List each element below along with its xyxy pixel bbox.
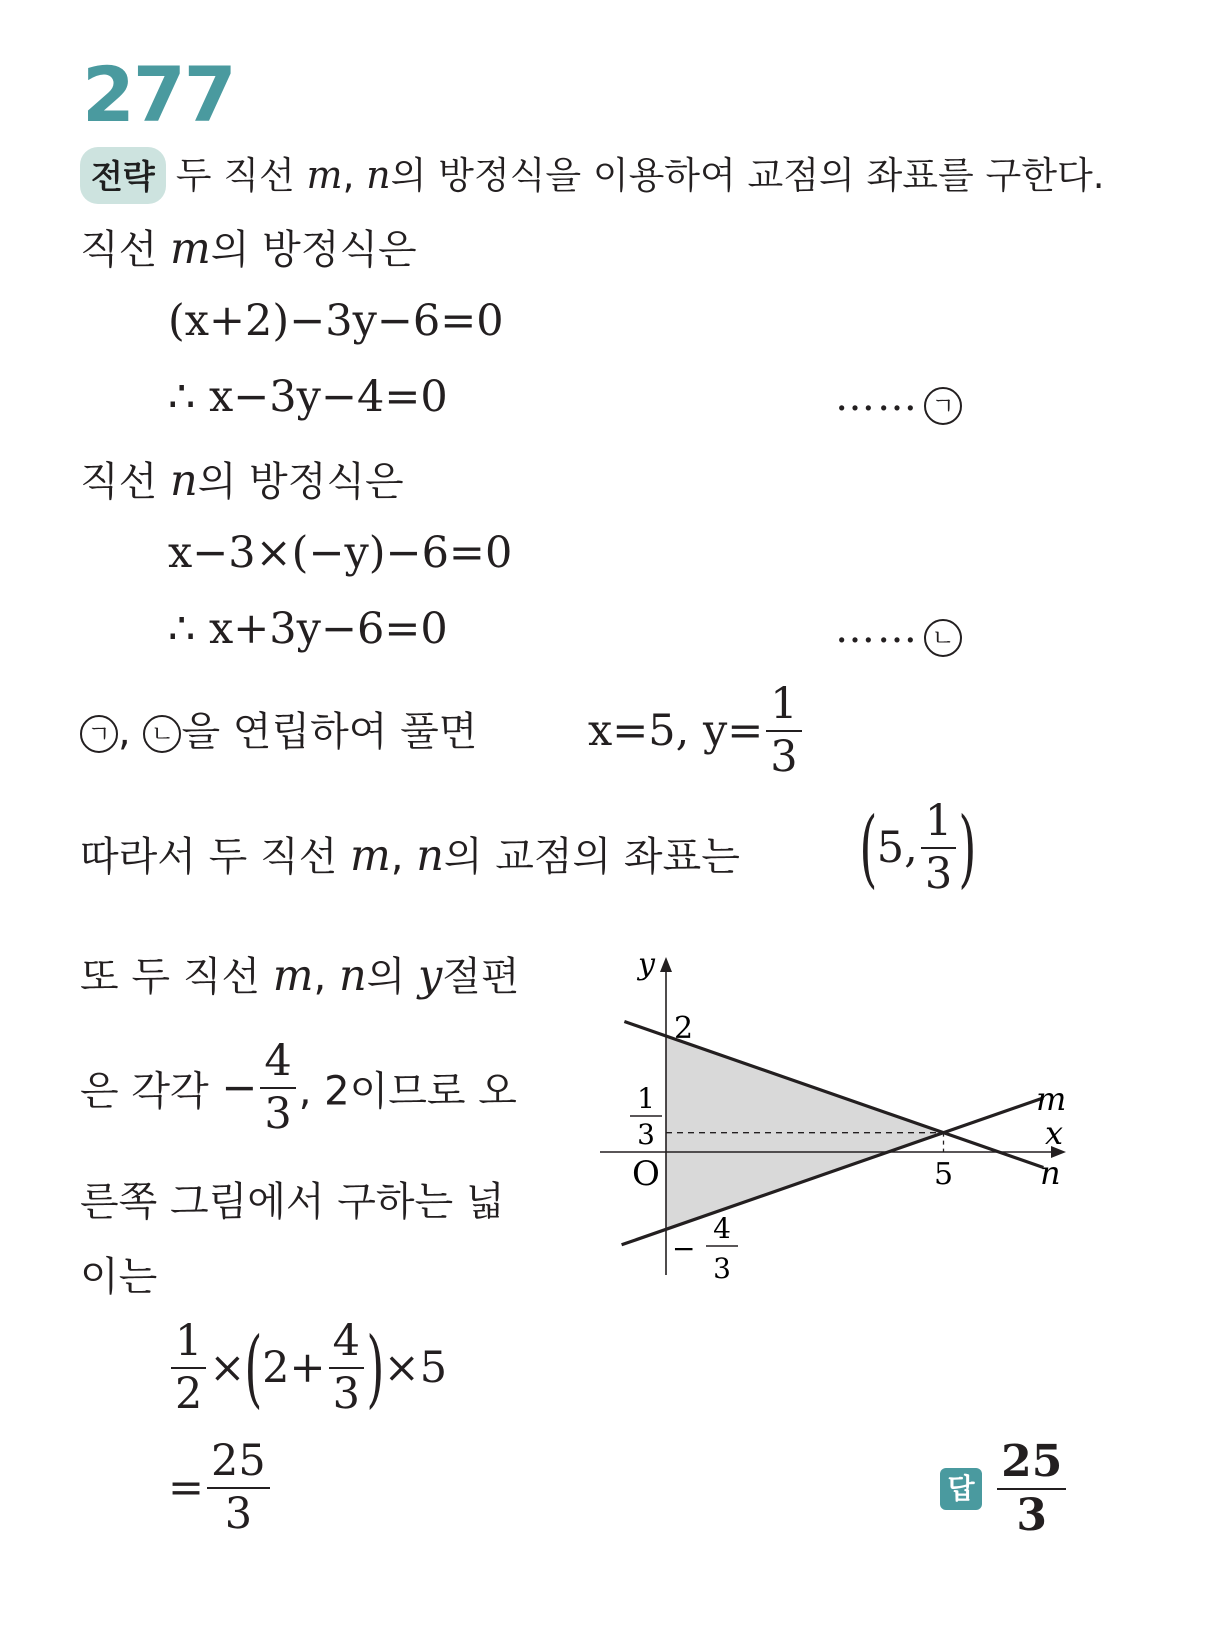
fraction-numerator: 1 <box>921 800 956 849</box>
fraction-one-third <box>766 679 801 782</box>
fraction-four-thirds <box>329 1316 364 1419</box>
fraction-numerator: 4 <box>260 1040 295 1089</box>
line-n-eq2: x+3y−6=0 <box>209 604 448 654</box>
line-n-eq1: x−3×(−y)−6=0 <box>168 528 513 578</box>
intersection-comma: , <box>390 834 404 880</box>
fraction-numerator: 1 <box>171 1320 206 1369</box>
intersection-text-2: 의 교점의 좌표는 <box>443 834 740 880</box>
dots: …… <box>835 374 919 420</box>
line-m-heading <box>80 218 417 275</box>
circled-marker-nieun: ㄴ <box>143 715 181 753</box>
strategy-text-2: 의 방정식을 이용하여 교점의 좌표를 구한다. <box>390 154 1105 197</box>
intercept-line-2 <box>80 1036 517 1139</box>
intercept-line-4: 이는 <box>80 1254 158 1300</box>
line-n-label: n <box>1040 1154 1061 1192</box>
line-n-ref <box>835 606 962 657</box>
intercept-text-2a: 은 각각 <box>80 1068 209 1115</box>
times-sign: × <box>209 1343 246 1393</box>
strategy-text-1: 두 직선 <box>175 154 295 197</box>
intercept-line-3: 른쪽 그림에서 구하는 넓 <box>80 1179 505 1225</box>
coordinate-graph <box>590 940 1090 1300</box>
intersection-text-1: 따라서 두 직선 <box>80 834 338 880</box>
fraction-numerator: 25 <box>207 1440 270 1489</box>
y-axis-label: y <box>638 947 655 982</box>
minus-sign: − <box>221 1063 258 1113</box>
intercept-text-b: 의 <box>366 954 406 1000</box>
intersection-var-m: m <box>350 831 391 881</box>
circled-marker-giyeok: ㄱ <box>80 715 118 753</box>
answer-badge: 답 <box>940 1468 982 1510</box>
line-n-heading-1: 직선 <box>80 459 158 505</box>
strategy-line <box>80 145 1105 204</box>
fraction-denominator: 3 <box>770 732 798 782</box>
line-n-heading-2: 의 방정식은 <box>197 459 404 505</box>
intercept-comma: , <box>313 954 327 1000</box>
y-tick-neg-num: 4 <box>713 1212 731 1245</box>
fraction-numerator: 25 <box>997 1440 1066 1490</box>
x-tick-five: 5 <box>934 1157 954 1192</box>
fraction-one-half <box>171 1316 206 1419</box>
solve-result <box>588 679 805 782</box>
line-m-heading-2: 의 방정식은 <box>210 227 417 273</box>
fraction-one-third <box>921 796 956 899</box>
strategy-badge: 전략 <box>80 147 166 204</box>
strategy-var-m: m <box>306 153 343 197</box>
intercept-text-2b: , 2이므로 오 <box>298 1068 517 1115</box>
line-n-var: n <box>170 456 198 506</box>
solve-sep: , <box>118 709 131 755</box>
two-plus: 2+ <box>262 1343 326 1393</box>
line-n-eq2-row <box>168 604 448 654</box>
fraction-four-thirds <box>260 1036 295 1139</box>
therefore-symbol: ∴ <box>168 604 196 654</box>
circled-marker-giyeok: ㄱ <box>924 387 962 425</box>
intersection-var-n: n <box>416 831 444 881</box>
problem-number: 277 <box>82 50 235 139</box>
y-intercept-n-label: 2 <box>674 1011 694 1046</box>
solve-line <box>80 700 477 757</box>
intercept-var-y: y <box>418 951 443 1001</box>
answer <box>940 1436 1069 1541</box>
line-m-eq2: x−3y−4=0 <box>209 372 448 422</box>
line-n-heading <box>80 450 404 507</box>
y-tick-neg-den: 3 <box>713 1252 731 1285</box>
line-m-eq2-row <box>168 372 448 422</box>
answer-fraction <box>997 1436 1066 1541</box>
times-five: ×5 <box>383 1343 448 1393</box>
intercept-line-1 <box>80 945 520 1002</box>
equals-sign: = <box>168 1463 205 1513</box>
therefore-symbol: ∴ <box>168 372 196 422</box>
fraction-denominator: 3 <box>332 1369 360 1419</box>
intercept-text-c: 절편 <box>442 954 520 1000</box>
intercept-var-n: n <box>338 951 367 1001</box>
intersection-line <box>80 825 740 882</box>
strategy-comma: , <box>342 154 355 197</box>
fraction-denominator: 3 <box>924 849 953 899</box>
line-m-eq1: (x+2)−3y−6=0 <box>168 296 504 346</box>
y-tick-frac-num: 1 <box>637 1082 655 1115</box>
solve-result-xy: x=5, y= <box>588 706 764 756</box>
area-expression <box>168 1316 448 1419</box>
circled-marker-nieun: ㄴ <box>924 619 962 657</box>
intersection-x: 5, <box>876 823 918 873</box>
intercept-var-m: m <box>272 951 314 1001</box>
open-paren: ( <box>859 799 878 897</box>
fraction-denominator: 3 <box>224 1489 253 1539</box>
close-paren: ) <box>958 799 977 897</box>
fraction-numerator: 4 <box>329 1320 364 1369</box>
intersection-point <box>859 796 977 899</box>
line-m-label: m <box>1036 1080 1067 1118</box>
open-paren: ( <box>244 1319 263 1417</box>
y-tick-frac-den: 3 <box>637 1118 655 1151</box>
intercept-text-a: 또 두 직선 <box>80 954 260 1000</box>
fraction-result <box>207 1436 270 1539</box>
close-paren: ) <box>366 1319 385 1417</box>
origin-label: O <box>632 1154 660 1194</box>
fraction-denominator: 2 <box>175 1369 203 1419</box>
area-result <box>168 1436 273 1539</box>
solve-text: 을 연립하여 풀면 <box>181 709 478 755</box>
x-axis-label: x <box>1045 1114 1064 1152</box>
dots: …… <box>835 606 919 652</box>
fraction-denominator: 3 <box>1016 1490 1048 1541</box>
line-m-heading-1: 직선 <box>80 227 158 273</box>
y-axis-arrow-icon <box>660 957 672 972</box>
y-tick-neg-sign: − <box>672 1232 696 1265</box>
fraction-denominator: 3 <box>264 1089 292 1139</box>
line-m-var: m <box>170 224 211 274</box>
line-m-ref <box>835 374 962 425</box>
strategy-var-n: n <box>366 153 391 197</box>
fraction-numerator: 1 <box>766 683 801 732</box>
